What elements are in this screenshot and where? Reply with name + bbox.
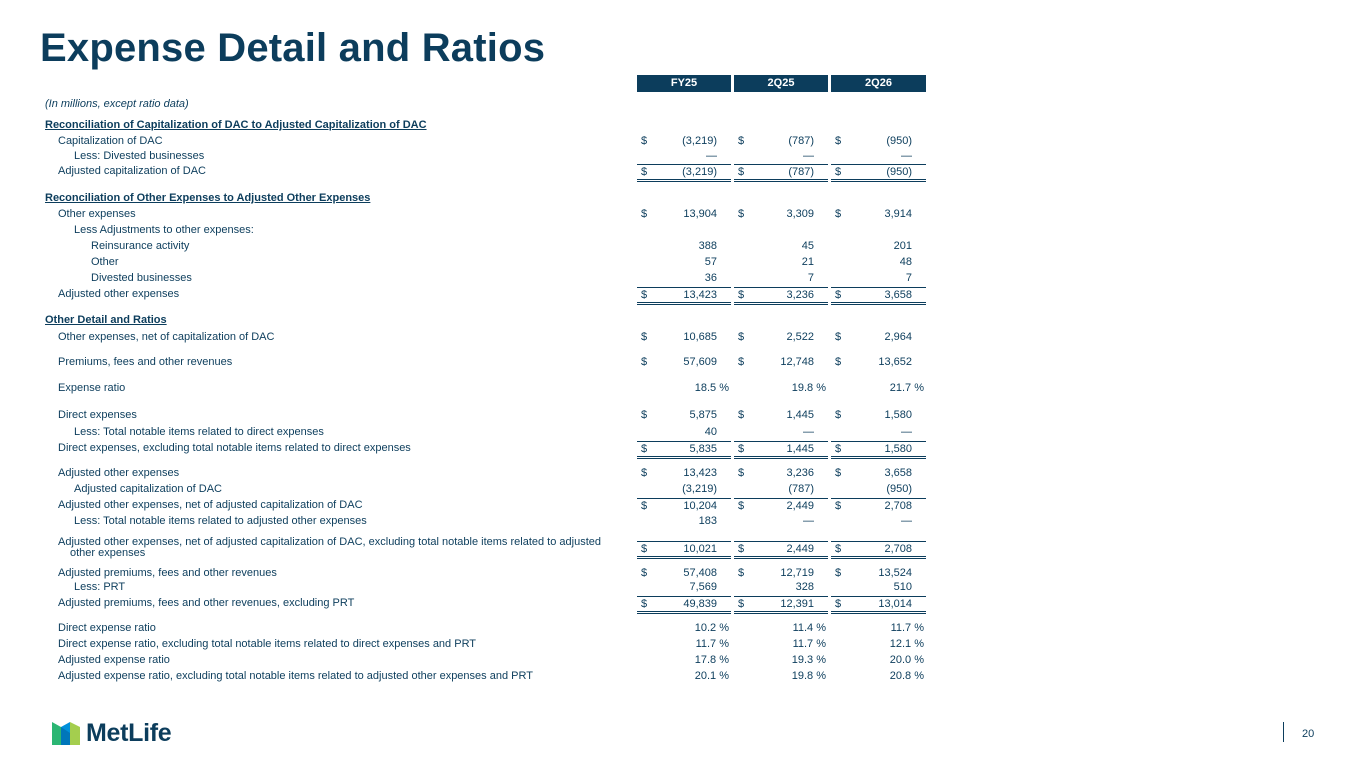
row-label: Reinsurance activity [91, 240, 190, 252]
row-label: Direct expense ratio [58, 622, 156, 634]
row-label: Direct expenses, excluding total notable items related to direct expenses [58, 442, 411, 454]
row-label: Adjusted expense ratio, excluding total notable items related to adjusted other expenses and PRT [58, 670, 533, 682]
value-cell [637, 255, 731, 269]
value-cell [831, 653, 926, 667]
currency-symbol: $ [835, 135, 842, 147]
value-cell [734, 330, 828, 344]
value-text: 11.7 % [695, 638, 729, 650]
value-cell [831, 596, 926, 614]
table-row [0, 164, 1365, 178]
value-text: — [803, 515, 814, 527]
value-text: 11.7 % [792, 638, 826, 650]
value-text: 388 [698, 240, 717, 252]
table-row [0, 355, 1365, 369]
table-row [0, 621, 1365, 635]
value-cell [734, 596, 828, 614]
value-cell [734, 514, 828, 528]
value-text: (3,219) [682, 166, 717, 178]
value-text: 5,875 [689, 409, 717, 421]
value-text: 2,964 [884, 331, 912, 343]
value-text: 3,914 [884, 208, 912, 220]
value-cell [637, 239, 731, 253]
section-title: Reconciliation of Capitalization of DAC to Adjusted Capitalization of DAC [45, 119, 427, 131]
value-cell [734, 271, 828, 285]
row-label: Adjusted expense ratio [58, 654, 170, 666]
value-cell [734, 255, 828, 269]
value-text: 57,609 [683, 356, 717, 368]
value-text: — [901, 515, 912, 527]
value-text: 5,835 [689, 443, 717, 455]
currency-symbol: $ [641, 567, 648, 579]
value-cell [831, 482, 926, 496]
value-cell [637, 514, 731, 528]
value-text: 57 [704, 256, 717, 268]
value-text: 13,423 [683, 289, 717, 301]
value-cell [734, 134, 828, 148]
row-label: Less: PRT [74, 581, 126, 593]
value-text: 10,204 [683, 500, 717, 512]
table-row [0, 381, 1365, 395]
value-cell [734, 408, 828, 422]
value-cell [831, 408, 926, 422]
table-row [0, 466, 1365, 480]
row-label: Direct expense ratio, excluding total notable items related to direct expenses and PRT [58, 638, 477, 650]
value-cell [734, 164, 828, 182]
table-row [0, 669, 1365, 683]
value-cell [637, 653, 731, 667]
metlife-logo-icon [52, 719, 80, 747]
value-cell [831, 637, 926, 651]
row-label: Premiums, fees and other revenues [58, 356, 233, 368]
value-cell [831, 541, 926, 559]
row-label: Adjusted capitalization of DAC [58, 165, 206, 177]
table-row [0, 287, 1365, 301]
currency-symbol: $ [641, 135, 648, 147]
currency-symbol: $ [835, 500, 842, 512]
currency-symbol: $ [641, 467, 648, 479]
row-label: Adjusted other expenses [58, 288, 180, 300]
value-text: 11.7 % [890, 622, 924, 634]
table-row [0, 596, 1365, 610]
row-label: Other expenses, net of capitalization of DAC [58, 331, 275, 343]
value-cell [734, 425, 828, 439]
value-cell [637, 408, 731, 422]
value-cell [831, 621, 926, 635]
row-label: Adjusted other expenses, net of adjusted capitalization of DAC [58, 499, 363, 511]
value-text: (950) [886, 166, 912, 178]
value-text: 1,580 [884, 443, 912, 455]
value-text: 10.2 % [694, 622, 729, 634]
value-cell [734, 355, 828, 369]
row-label: Adjusted other expenses [58, 467, 180, 479]
value-cell [637, 669, 731, 683]
value-text: (3,219) [682, 483, 717, 495]
value-cell [734, 381, 828, 395]
table-row [0, 239, 1365, 253]
value-text: 21.7 % [889, 382, 924, 394]
value-text: 49,839 [683, 598, 717, 610]
value-cell [831, 580, 926, 594]
row-label: Other [91, 256, 119, 268]
value-text: 510 [893, 581, 912, 593]
currency-symbol: $ [835, 166, 842, 178]
section-title: Other Detail and Ratios [45, 314, 167, 326]
value-text: 13,423 [683, 467, 717, 479]
value-cell [831, 498, 926, 513]
currency-symbol: $ [738, 289, 745, 301]
value-cell [831, 207, 926, 221]
value-cell [831, 271, 926, 285]
value-text: 13,904 [683, 208, 717, 220]
value-cell [637, 637, 731, 651]
value-cell [734, 287, 828, 305]
value-cell [831, 355, 926, 369]
value-text: (950) [886, 483, 912, 495]
value-cell [831, 134, 926, 148]
value-cell [637, 207, 731, 221]
value-text: 19.3 % [791, 654, 826, 666]
table-row [0, 223, 1365, 237]
page-number: 20 [1302, 728, 1315, 740]
row-label: Less: Total notable items related to adjusted other expenses [74, 515, 367, 527]
currency-symbol: $ [738, 500, 745, 512]
value-text: 10,021 [683, 543, 717, 555]
value-cell [831, 441, 926, 459]
value-text: 45 [801, 240, 814, 252]
value-text: 20.8 % [889, 670, 924, 682]
currency-symbol: $ [641, 598, 648, 610]
table-row [0, 134, 1365, 148]
value-cell [734, 566, 828, 580]
value-text: 2,708 [884, 500, 912, 512]
table-row [0, 271, 1365, 285]
currency-symbol: $ [835, 598, 842, 610]
value-cell [637, 498, 731, 513]
currency-symbol: $ [738, 567, 745, 579]
value-cell [734, 149, 828, 163]
currency-symbol: $ [738, 166, 745, 178]
row-label: Other expenses [58, 208, 136, 220]
value-cell [637, 441, 731, 459]
value-text: 1,445 [786, 443, 814, 455]
value-cell [637, 466, 731, 480]
value-text: 12,748 [780, 356, 814, 368]
currency-symbol: $ [738, 443, 745, 455]
currency-symbol: $ [835, 467, 842, 479]
value-cell [734, 637, 828, 651]
value-text: — [803, 150, 814, 162]
value-cell [637, 287, 731, 305]
value-cell [637, 381, 731, 395]
value-text: 328 [795, 581, 814, 593]
value-cell [831, 287, 926, 305]
currency-symbol: $ [835, 289, 842, 301]
value-cell [831, 514, 926, 528]
value-text: (3,219) [682, 135, 717, 147]
value-text: 3,309 [786, 208, 814, 220]
value-cell [734, 653, 828, 667]
value-text: 17.8 % [694, 654, 729, 666]
currency-symbol: $ [835, 356, 842, 368]
value-text: 3,658 [884, 467, 912, 479]
value-cell [831, 381, 926, 395]
value-text: 20.1 % [694, 670, 729, 682]
table-row [0, 441, 1365, 455]
value-text: (787) [788, 166, 814, 178]
value-text: 7 [807, 272, 814, 284]
value-text: 12,391 [780, 598, 814, 610]
currency-symbol: $ [641, 500, 648, 512]
value-cell [734, 466, 828, 480]
row-label: Less: Total notable items related to direct expenses [74, 426, 324, 438]
value-cell [831, 330, 926, 344]
table-row [0, 637, 1365, 651]
value-text: 48 [899, 256, 912, 268]
section-header-row [0, 313, 1365, 327]
value-text: 10,685 [683, 331, 717, 343]
value-text: 183 [698, 515, 717, 527]
value-cell [734, 580, 828, 594]
value-text: (787) [788, 135, 814, 147]
currency-symbol: $ [738, 356, 745, 368]
currency-symbol: $ [738, 135, 745, 147]
currency-symbol: $ [641, 208, 648, 220]
value-text: 13,524 [878, 567, 912, 579]
currency-symbol: $ [835, 543, 842, 555]
currency-symbol: $ [641, 166, 648, 178]
table-row [0, 207, 1365, 221]
value-cell [637, 134, 731, 148]
value-text: — [901, 426, 912, 438]
value-cell [734, 441, 828, 459]
value-text: 12,719 [780, 567, 814, 579]
value-text: 57,408 [683, 567, 717, 579]
value-text: 13,014 [878, 598, 912, 610]
value-cell [637, 330, 731, 344]
metlife-logo [52, 719, 171, 747]
value-cell [734, 541, 828, 559]
table-row [0, 580, 1365, 594]
value-cell [831, 466, 926, 480]
currency-symbol: $ [738, 409, 745, 421]
value-text: (950) [886, 135, 912, 147]
row-label: Divested businesses [91, 272, 192, 284]
value-cell [637, 621, 731, 635]
value-text: 2,708 [884, 543, 912, 555]
value-text: 11.4 % [792, 622, 826, 634]
row-label: Adjusted premiums, fees and other revenues, excluding PRT [58, 597, 355, 609]
value-cell [637, 355, 731, 369]
metlife-logo-text: MetLife [86, 718, 172, 747]
value-cell [637, 425, 731, 439]
value-text: 201 [893, 240, 912, 252]
value-text: — [901, 150, 912, 162]
value-text: (787) [788, 483, 814, 495]
value-cell [831, 239, 926, 253]
currency-symbol: $ [835, 443, 842, 455]
value-text: 2,522 [786, 331, 814, 343]
currency-symbol: $ [641, 543, 648, 555]
value-cell [637, 566, 731, 580]
value-text: 2,449 [786, 543, 814, 555]
column-header-2q25: 2Q25 [734, 75, 828, 92]
value-text: 21 [801, 256, 814, 268]
currency-symbol: $ [835, 331, 842, 343]
value-text: — [803, 426, 814, 438]
currency-symbol: $ [641, 289, 648, 301]
value-cell [637, 164, 731, 182]
value-cell [637, 482, 731, 496]
currency-symbol: $ [738, 467, 745, 479]
value-cell [831, 255, 926, 269]
value-cell [637, 596, 731, 614]
value-text: 1,445 [786, 409, 814, 421]
table-row [0, 566, 1365, 580]
value-cell [637, 541, 731, 559]
value-text: 13,652 [878, 356, 912, 368]
section-header-row [0, 191, 1365, 205]
currency-symbol: $ [641, 331, 648, 343]
table-row [0, 514, 1365, 528]
value-text: 18.5 % [694, 382, 729, 394]
value-text: 7,569 [689, 581, 717, 593]
value-cell [831, 425, 926, 439]
value-cell [831, 566, 926, 580]
value-cell [637, 149, 731, 163]
currency-symbol: $ [835, 409, 842, 421]
value-cell [831, 149, 926, 163]
units-note: (In millions, except ratio data) [45, 98, 189, 110]
table-row [0, 255, 1365, 269]
section-header-row [0, 118, 1365, 132]
table-row [0, 653, 1365, 667]
column-header-fy25: FY25 [637, 75, 731, 92]
value-text: 20.0 % [889, 654, 924, 666]
currency-symbol: $ [835, 567, 842, 579]
value-cell [637, 271, 731, 285]
page-title: Expense Detail and Ratios [40, 26, 546, 70]
table-row [0, 149, 1365, 163]
value-cell [734, 498, 828, 513]
currency-symbol: $ [738, 208, 745, 220]
row-label: Less Adjustments to other expenses: [74, 224, 254, 236]
value-text: 3,236 [786, 289, 814, 301]
column-header-2q26: 2Q26 [831, 75, 926, 92]
table-row [0, 536, 1365, 559]
value-cell [831, 669, 926, 683]
value-text: 2,449 [786, 500, 814, 512]
row-label [58, 537, 628, 559]
value-text: — [706, 150, 717, 162]
value-cell [831, 164, 926, 182]
currency-symbol: $ [641, 409, 648, 421]
row-label: Direct expenses [58, 409, 137, 421]
section-title: Reconciliation of Other Expenses to Adjusted Other Expenses [45, 192, 371, 204]
row-label: Less: Divested businesses [74, 150, 205, 162]
table-row [0, 330, 1365, 344]
value-cell [734, 239, 828, 253]
currency-symbol: $ [641, 356, 648, 368]
value-text: 12.1 % [889, 638, 924, 650]
currency-symbol: $ [835, 208, 842, 220]
row-label: Adjusted capitalization of DAC [74, 483, 222, 495]
table-row [0, 482, 1365, 496]
currency-symbol: $ [738, 598, 745, 610]
row-label: Capitalization of DAC [58, 135, 163, 147]
table-row [0, 425, 1365, 439]
value-text: 1,580 [884, 409, 912, 421]
row-label-line: other expenses [70, 547, 146, 559]
value-text: 7 [905, 272, 912, 284]
table-row [0, 408, 1365, 422]
value-text: 19.8 % [791, 382, 826, 394]
value-text: 3,236 [786, 467, 814, 479]
currency-symbol: $ [641, 443, 648, 455]
value-cell [734, 207, 828, 221]
value-text: 36 [704, 272, 717, 284]
value-text: 3,658 [884, 289, 912, 301]
value-cell [637, 580, 731, 594]
page-number-divider [1283, 722, 1284, 742]
currency-symbol: $ [738, 331, 745, 343]
table-row [0, 498, 1365, 512]
value-cell [734, 482, 828, 496]
row-label: Adjusted premiums, fees and other revenues [58, 567, 277, 579]
value-text: 40 [704, 426, 717, 438]
value-cell [734, 669, 828, 683]
value-cell [734, 621, 828, 635]
row-label-line: Adjusted other expenses, net of adjusted capitalization of DAC, excluding total notable items related to adjusted [58, 536, 602, 548]
currency-symbol: $ [738, 543, 745, 555]
value-text: 19.8 % [791, 670, 826, 682]
row-label: Expense ratio [58, 382, 126, 394]
